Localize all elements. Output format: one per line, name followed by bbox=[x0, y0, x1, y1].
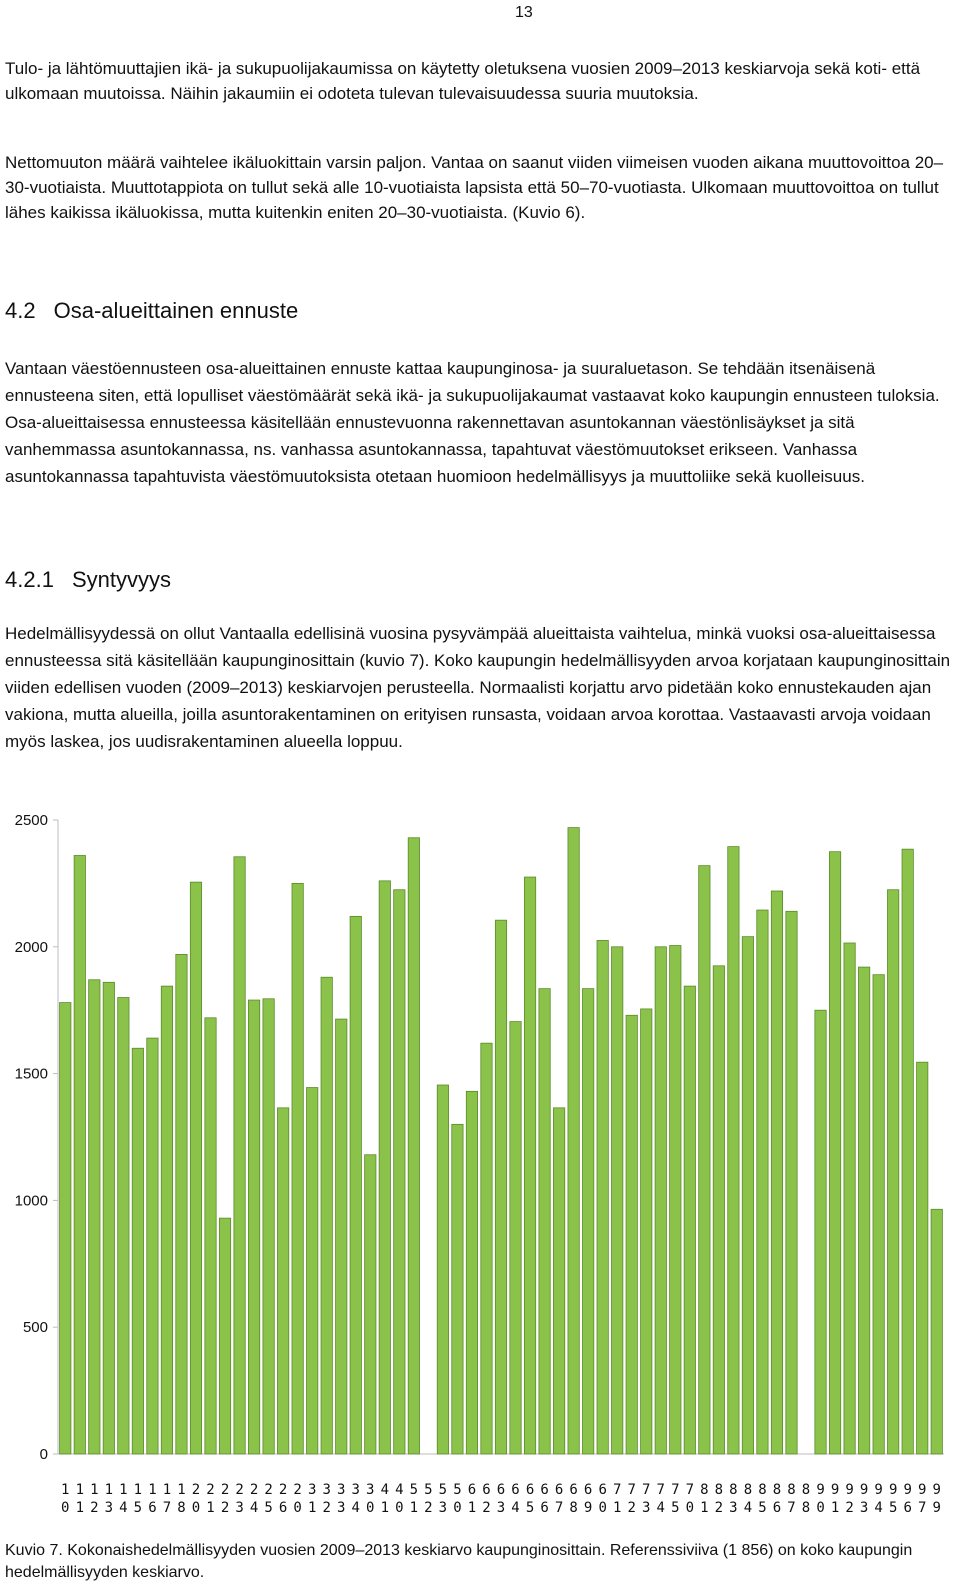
x-tick-label: 7 bbox=[627, 1482, 636, 1498]
bar bbox=[277, 1108, 288, 1454]
x-tick-label: 3 bbox=[337, 1500, 346, 1516]
x-tick-label: 4 bbox=[380, 1482, 390, 1498]
x-tick-label: 1 bbox=[75, 1500, 85, 1516]
x-tick-label: 9 bbox=[816, 1482, 825, 1498]
x-tick-label: 1 bbox=[162, 1482, 172, 1498]
y-tick-label: 1500 bbox=[14, 1065, 48, 1083]
bar bbox=[626, 1015, 637, 1454]
x-tick-label: 0 bbox=[453, 1500, 462, 1516]
x-tick-label: 5 bbox=[671, 1500, 680, 1516]
y-tick-label: 2500 bbox=[14, 812, 48, 829]
x-tick-label: 1 bbox=[307, 1500, 317, 1516]
x-tick-label: 7 bbox=[685, 1482, 695, 1498]
x-tick-label: 8 bbox=[729, 1482, 738, 1498]
bar bbox=[612, 947, 623, 1454]
x-tick-label: 4 bbox=[395, 1482, 404, 1498]
x-tick-label: 2 bbox=[220, 1500, 230, 1516]
x-tick-label: 1 bbox=[90, 1482, 99, 1498]
x-tick-label: 6 bbox=[583, 1482, 593, 1498]
bar bbox=[553, 1108, 564, 1454]
y-tick-label: 500 bbox=[22, 1319, 48, 1337]
x-tick-label: 9 bbox=[932, 1500, 941, 1516]
bar bbox=[292, 883, 303, 1454]
bar bbox=[684, 986, 695, 1454]
x-tick-label: 2 bbox=[191, 1482, 201, 1498]
bar bbox=[771, 891, 782, 1454]
x-tick-label: 6 bbox=[278, 1500, 288, 1516]
section-title: Syntyvyys bbox=[71, 567, 171, 592]
bar bbox=[408, 838, 419, 1454]
x-tick-label: 2 bbox=[293, 1482, 302, 1498]
x-tick-label: 7 bbox=[554, 1500, 564, 1516]
x-tick-label: 8 bbox=[569, 1500, 578, 1516]
fertility-bar-chart bbox=[0, 805, 960, 1535]
bar bbox=[858, 967, 869, 1454]
paragraph-migration-assumptions: Tulo- ja lähtömuuttajien ikä- ja sukupuolijakaumissa on käytetty oletuksena vuosien 2009–2013 keskiarvoja sekä koti- että ulkomaan muutoissa. Näihin jakaumiin ei odoteta tulevan tulevaisuudessa suuria muutoksia. bbox=[5, 59, 921, 103]
x-tick-label: 1 bbox=[104, 1482, 114, 1498]
x-tick-label: 0 bbox=[598, 1500, 607, 1516]
section-heading-4-2 bbox=[5, 298, 316, 324]
bar bbox=[89, 980, 100, 1454]
bar bbox=[365, 1155, 376, 1454]
x-tick-label: 3 bbox=[351, 1482, 360, 1498]
bar bbox=[350, 916, 361, 1454]
bar bbox=[74, 856, 85, 1454]
x-tick-label: 9 bbox=[874, 1482, 883, 1498]
x-tick-label: 5 bbox=[453, 1482, 462, 1498]
bar bbox=[917, 1062, 928, 1454]
paragraph-fertility: Hedelmällisyydessä on ollut Vantaalla edellisinä vuosina pysyvämpää alueittaista vaihtelua, minkä vuoksi osa-alueittaisessa ennusteessa sitä käsitellään kaupunginosittain (kuvio 7). Koko kaupungin hedelmällisyyden arvoa korjataan kaupunginosittain viiden edellisen vuoden (2009–2013) keskiarvojen perusteella. Normaalisti korjattu arvo pidetään koko ennustekauden ajan vakiona, mutta alueilla, joilla asuntorakentaminen on erityisen runsasta, voidaan arvoa korottaa. Vastaavasti arvoja voidaan myös laskea, jos uudisrakentaminen alueella loppuu. bbox=[5, 624, 951, 751]
x-tick-label: 1 bbox=[380, 1500, 390, 1516]
x-tick-label: 1 bbox=[206, 1500, 215, 1516]
x-tick-label: 2 bbox=[220, 1482, 230, 1498]
x-tick-label: 8 bbox=[772, 1482, 782, 1498]
x-tick-label: 3 bbox=[104, 1500, 114, 1516]
x-tick-label: 9 bbox=[932, 1482, 941, 1498]
x-tick-label: 2 bbox=[627, 1500, 636, 1516]
x-tick-label: 4 bbox=[249, 1500, 259, 1516]
x-tick-label: 5 bbox=[133, 1500, 143, 1516]
bar bbox=[829, 852, 840, 1454]
x-tick-label: 3 bbox=[337, 1482, 346, 1498]
x-tick-label: 8 bbox=[801, 1482, 811, 1498]
bar bbox=[205, 1018, 216, 1454]
bar bbox=[728, 847, 739, 1454]
x-tick-label: 8 bbox=[787, 1482, 796, 1498]
x-tick-label: 8 bbox=[177, 1500, 186, 1516]
x-tick-label: 4 bbox=[351, 1500, 360, 1516]
x-tick-label: 6 bbox=[569, 1482, 578, 1498]
x-tick-label: 1 bbox=[148, 1482, 157, 1498]
bar bbox=[641, 1009, 652, 1454]
section-title: Osa-alueittainen ennuste bbox=[53, 298, 299, 323]
bar bbox=[466, 1091, 477, 1454]
bar bbox=[931, 1209, 942, 1454]
bar bbox=[219, 1218, 230, 1454]
bar bbox=[307, 1088, 318, 1454]
x-tick-label: 3 bbox=[307, 1482, 317, 1498]
bar bbox=[452, 1124, 463, 1454]
bar bbox=[379, 881, 390, 1454]
x-tick-label: 6 bbox=[467, 1482, 477, 1498]
bar bbox=[815, 1010, 826, 1454]
bar bbox=[495, 920, 506, 1454]
x-tick-label: 5 bbox=[525, 1500, 535, 1516]
x-tick-label: 2 bbox=[278, 1482, 288, 1498]
x-tick-label: 7 bbox=[787, 1500, 796, 1516]
x-tick-label: 1 bbox=[61, 1482, 70, 1498]
x-tick-label: 1 bbox=[700, 1500, 709, 1516]
bar bbox=[161, 986, 172, 1454]
x-tick-label: 0 bbox=[366, 1500, 375, 1516]
x-tick-label: 1 bbox=[119, 1482, 128, 1498]
bar bbox=[481, 1043, 492, 1454]
bar bbox=[336, 1019, 347, 1454]
x-tick-label: 7 bbox=[612, 1482, 622, 1498]
x-tick-label: 7 bbox=[656, 1482, 665, 1498]
x-tick-label: 6 bbox=[772, 1500, 782, 1516]
x-tick-label: 0 bbox=[816, 1500, 825, 1516]
bar bbox=[582, 989, 593, 1454]
x-tick-label: 3 bbox=[235, 1500, 244, 1516]
bar bbox=[263, 999, 274, 1454]
x-tick-label: 5 bbox=[409, 1482, 419, 1498]
x-tick-label: 6 bbox=[540, 1500, 549, 1516]
x-tick-label: 0 bbox=[685, 1500, 695, 1516]
section-number: 4.2 bbox=[5, 298, 36, 323]
x-tick-label: 2 bbox=[264, 1482, 273, 1498]
section-heading-4-2-1 bbox=[5, 567, 189, 593]
x-tick-label: 6 bbox=[554, 1482, 564, 1498]
x-tick-label: 6 bbox=[496, 1482, 506, 1498]
x-tick-label: 5 bbox=[888, 1500, 898, 1516]
x-tick-label: 3 bbox=[729, 1500, 738, 1516]
x-tick-label: 9 bbox=[903, 1482, 912, 1498]
x-tick-label: 9 bbox=[830, 1482, 840, 1498]
bar bbox=[103, 982, 114, 1454]
bar bbox=[902, 849, 913, 1454]
x-tick-label: 0 bbox=[191, 1500, 201, 1516]
bar bbox=[132, 1048, 143, 1454]
x-tick-label: 5 bbox=[424, 1482, 433, 1498]
x-tick-label: 5 bbox=[758, 1500, 767, 1516]
x-tick-label: 2 bbox=[482, 1500, 491, 1516]
x-tick-label: 6 bbox=[482, 1482, 491, 1498]
x-tick-label: 6 bbox=[525, 1482, 535, 1498]
paragraph-area-forecast: Vantaan väestöennusteen osa-alueittainen ennuste kattaa kaupunginosa- ja suuraluetason. Se tehdään itsenäisenä ennusteena siten, että lopulliset väestömäärät sekä ikä- ja sukupuolijakaumat vastaavat koko kaupungin ennusteen tuloksia. Osa-alueittaisessa ennusteessa käsitellään ennustevuonna rakennettavan asuntokannan väestönlisäykset ja sitä vanhemmassa asuntokannassa, ns. vanhassa asuntokannassa, tapahtuvat väestömuutokset erikseen. Vanhassa asuntokannassa tapahtuvista väestömuutoksista otetaan huomioon hedelmällisyys ja muuttoliike sekä kuolleisuus. bbox=[5, 359, 940, 486]
bar bbox=[670, 946, 681, 1454]
bar bbox=[118, 998, 129, 1454]
x-tick-label: 1 bbox=[409, 1500, 419, 1516]
x-tick-label: 6 bbox=[148, 1500, 157, 1516]
bar bbox=[147, 1038, 158, 1454]
bar bbox=[655, 947, 666, 1454]
x-tick-label: 2 bbox=[714, 1500, 724, 1516]
x-tick-label: 9 bbox=[845, 1482, 854, 1498]
y-tick-label: 1000 bbox=[14, 1192, 48, 1210]
x-tick-label: 6 bbox=[511, 1482, 520, 1498]
bar bbox=[597, 940, 608, 1454]
bar bbox=[234, 857, 245, 1454]
x-tick-label: 0 bbox=[61, 1500, 70, 1516]
x-tick-label: 8 bbox=[801, 1500, 811, 1516]
x-tick-label: 1 bbox=[75, 1482, 85, 1498]
x-tick-label: 7 bbox=[671, 1482, 680, 1498]
bar bbox=[539, 989, 550, 1454]
x-tick-label: 8 bbox=[714, 1482, 724, 1498]
x-tick-label: 2 bbox=[845, 1500, 854, 1516]
x-tick-label: 0 bbox=[395, 1500, 404, 1516]
bar bbox=[437, 1085, 448, 1454]
paragraph-net-migration: Nettomuuton määrä vaihtelee ikäluokittain varsin paljon. Vantaa on saanut viiden viimeisen vuoden aikana muuttovoittoa 20–30-vuotiaista. Muuttotappiota on tullut sekä alle 10-vuotiaista lapsista että 50–70-vuotiasta. Ulkomaan muuttovoittoa on tullut lähes kaikissa ikäluokissa, mutta kuitenkin eniten 20–30-vuotiaista. (Kuvio 6). bbox=[5, 153, 944, 222]
bar bbox=[713, 966, 724, 1454]
x-tick-label: 4 bbox=[119, 1500, 128, 1516]
x-tick-label: 9 bbox=[583, 1500, 593, 1516]
x-tick-label: 7 bbox=[162, 1500, 172, 1516]
x-tick-label: 9 bbox=[888, 1482, 898, 1498]
bar bbox=[699, 866, 710, 1454]
x-tick-label: 3 bbox=[322, 1482, 331, 1498]
y-tick-label: 2000 bbox=[14, 938, 48, 956]
x-tick-label: 1 bbox=[177, 1482, 186, 1498]
x-tick-label: 2 bbox=[206, 1482, 215, 1498]
bar bbox=[844, 943, 855, 1454]
x-tick-label: 7 bbox=[642, 1482, 651, 1498]
x-tick-label: 2 bbox=[90, 1500, 99, 1516]
bar bbox=[190, 882, 201, 1454]
x-tick-label: 4 bbox=[511, 1500, 520, 1516]
x-tick-label: 6 bbox=[903, 1500, 912, 1516]
bar bbox=[786, 911, 797, 1454]
x-tick-label: 4 bbox=[743, 1500, 753, 1516]
x-tick-label: 3 bbox=[438, 1500, 448, 1516]
x-tick-label: 0 bbox=[293, 1500, 302, 1516]
x-tick-label: 6 bbox=[540, 1482, 549, 1498]
x-tick-label: 3 bbox=[366, 1482, 375, 1498]
x-tick-label: 5 bbox=[438, 1482, 448, 1498]
x-tick-label: 3 bbox=[642, 1500, 651, 1516]
x-tick-label: 1 bbox=[830, 1500, 840, 1516]
bar bbox=[321, 977, 332, 1454]
x-tick-label: 2 bbox=[322, 1500, 331, 1516]
x-tick-label: 7 bbox=[917, 1500, 927, 1516]
x-tick-label: 5 bbox=[264, 1500, 273, 1516]
x-tick-label: 1 bbox=[467, 1500, 477, 1516]
bar bbox=[887, 890, 898, 1454]
section-number: 4.2.1 bbox=[5, 567, 54, 592]
bar bbox=[568, 828, 579, 1454]
bar bbox=[757, 910, 768, 1454]
x-tick-label: 9 bbox=[917, 1482, 927, 1498]
bar bbox=[394, 890, 405, 1454]
bar bbox=[248, 1000, 259, 1454]
y-tick-label: 0 bbox=[39, 1446, 48, 1463]
figure-caption: Kuvio 7. Kokonaishedelmällisyyden vuosien 2009–2013 keskiarvo kaupunginosittain. Referenssiviiva (1 856) on koko kaupungin hedelmällisyyden keskiarvo. bbox=[5, 1542, 913, 1581]
bar bbox=[176, 954, 187, 1454]
x-tick-label: 1 bbox=[133, 1482, 143, 1498]
x-tick-label: 3 bbox=[496, 1500, 506, 1516]
x-tick-label: 9 bbox=[859, 1482, 869, 1498]
bar bbox=[60, 1003, 71, 1454]
x-tick-label: 3 bbox=[859, 1500, 869, 1516]
x-tick-label: 2 bbox=[235, 1482, 244, 1498]
bar bbox=[524, 877, 535, 1454]
bar bbox=[742, 937, 753, 1454]
x-tick-label: 8 bbox=[758, 1482, 767, 1498]
x-tick-label: 8 bbox=[700, 1482, 709, 1498]
x-tick-label: 8 bbox=[743, 1482, 753, 1498]
bar bbox=[510, 1022, 521, 1454]
x-tick-label: 6 bbox=[598, 1482, 607, 1498]
x-tick-label: 4 bbox=[874, 1500, 883, 1516]
x-tick-label: 2 bbox=[424, 1500, 433, 1516]
page-number: 13 bbox=[515, 4, 533, 21]
x-tick-label: 2 bbox=[249, 1482, 259, 1498]
x-tick-label: 1 bbox=[612, 1500, 622, 1516]
x-tick-label: 4 bbox=[656, 1500, 665, 1516]
bar bbox=[873, 975, 884, 1454]
